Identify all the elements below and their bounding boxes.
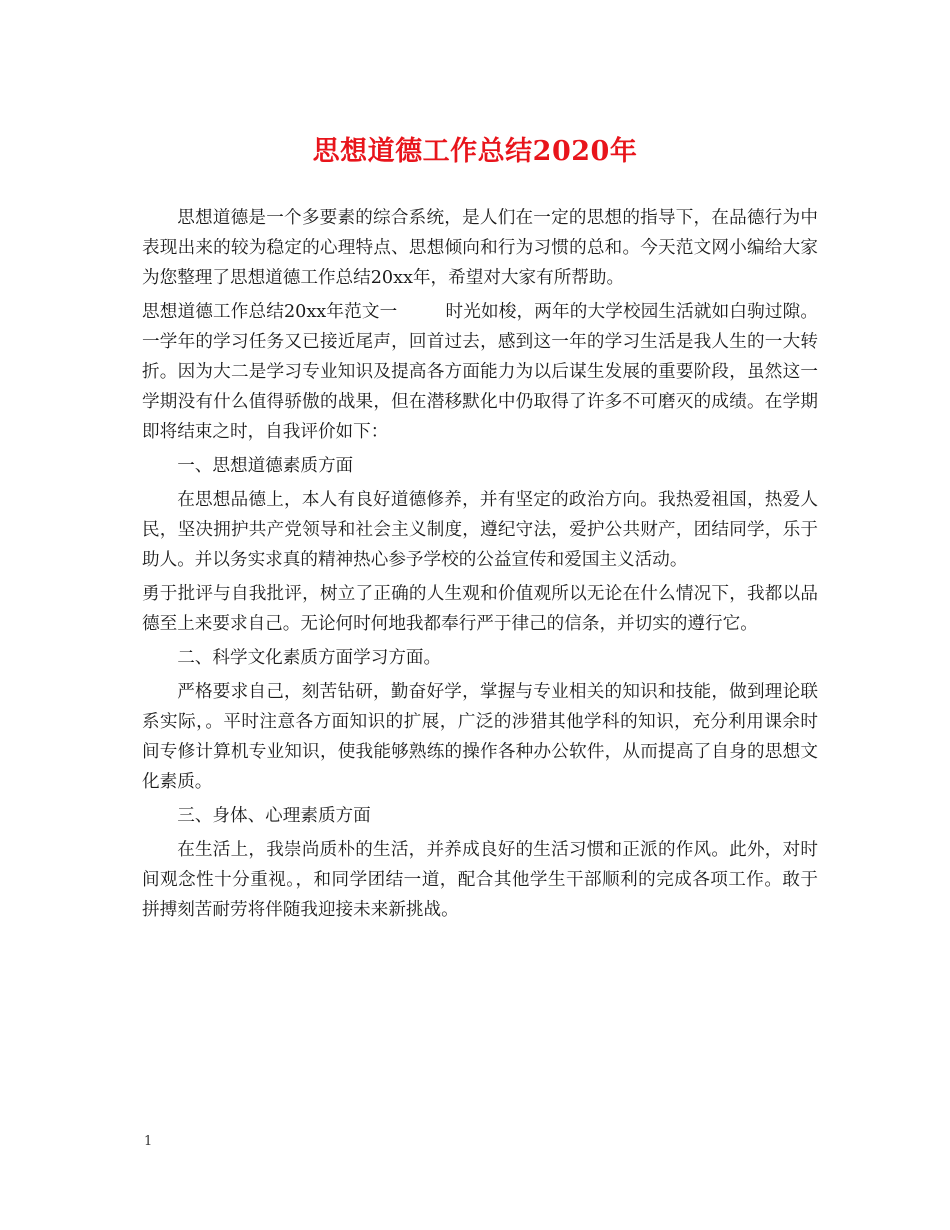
document-title: 思想道德工作总结2020年	[312, 136, 638, 167]
section-1-body: 在思想品德上，本人有良好道德修养，并有坚定的政治方向。我热爱祖国，热爱人民，坚决拥护共产党领导和社会主义制度，遵纪守法，爱护公共财产，团结同学，乐于助人。并以务实求真的精神热心参予学校的公益宣传和爱国主义活动。	[142, 490, 818, 570]
sample-heading: 思想道德工作总结20xx年范文一	[142, 302, 398, 322]
section-3-heading: 三、身体、心理素质方面	[177, 806, 371, 826]
page-number: 1	[144, 1134, 153, 1149]
sample-body: 时光如梭，两年的大学校园生活就如白驹过隙。一学年的学习任务又已接近尾声，回首过去，感到这一年的学习生活是我人生的一大转折。因为大二是学习专业知识及提高各方面能力为以后谋生发展的重要阶段，虽然这一学期没有什么值得骄傲的战果，但在潜移默化中仍取得了许多不可磨灭的成绩。在学期即将结束之时，自我评价如下：	[142, 302, 818, 442]
section-3-body: 在生活上，我崇尚质朴的生活，并养成良好的生活习惯和正派的作风。此外，对时间观念性十分重视。，和同学团结一道，配合其他学生干部顺利的完成各项工作。敢于拼搏刻苦耐劳将伴随我迎接未来新挑战。	[142, 840, 818, 920]
document-body	[142, 203, 818, 929]
section-2-heading: 二、科学文化素质方面学习方面。	[177, 648, 442, 668]
intro-paragraph: 思想道德是一个多要素的综合系统，是人们在一定的思想的指导下，在品德行为中表现出来的较为稳定的心理特点、思想倾向和行为习惯的总和。今天范文网小编给大家为您整理了思想道德工作总结20xx年，希望对大家有所帮助。	[142, 208, 818, 288]
section-2-body: 严格要求自己，刻苦钻研，勤奋好学，掌握与专业相关的知识和技能，做到理论联系实际，。平时注意各方面知识的扩展，广泛的涉猎其他学科的知识，充分利用课余时间专修计算机专业知识，使我能够熟练的操作各种办公软件，从而提高了自身的思想文化素质。	[142, 682, 818, 792]
sample-paragraph	[142, 297, 818, 447]
section-1-heading: 一、思想道德素质方面	[177, 456, 354, 476]
section-1-body-continued: 勇于批评与自我批评，树立了正确的人生观和价值观所以无论在什么情况下，我都以品德至上来要求自己。无论何时何地我都奉行严于律己的信条，并切实的遵行它。	[142, 584, 818, 634]
